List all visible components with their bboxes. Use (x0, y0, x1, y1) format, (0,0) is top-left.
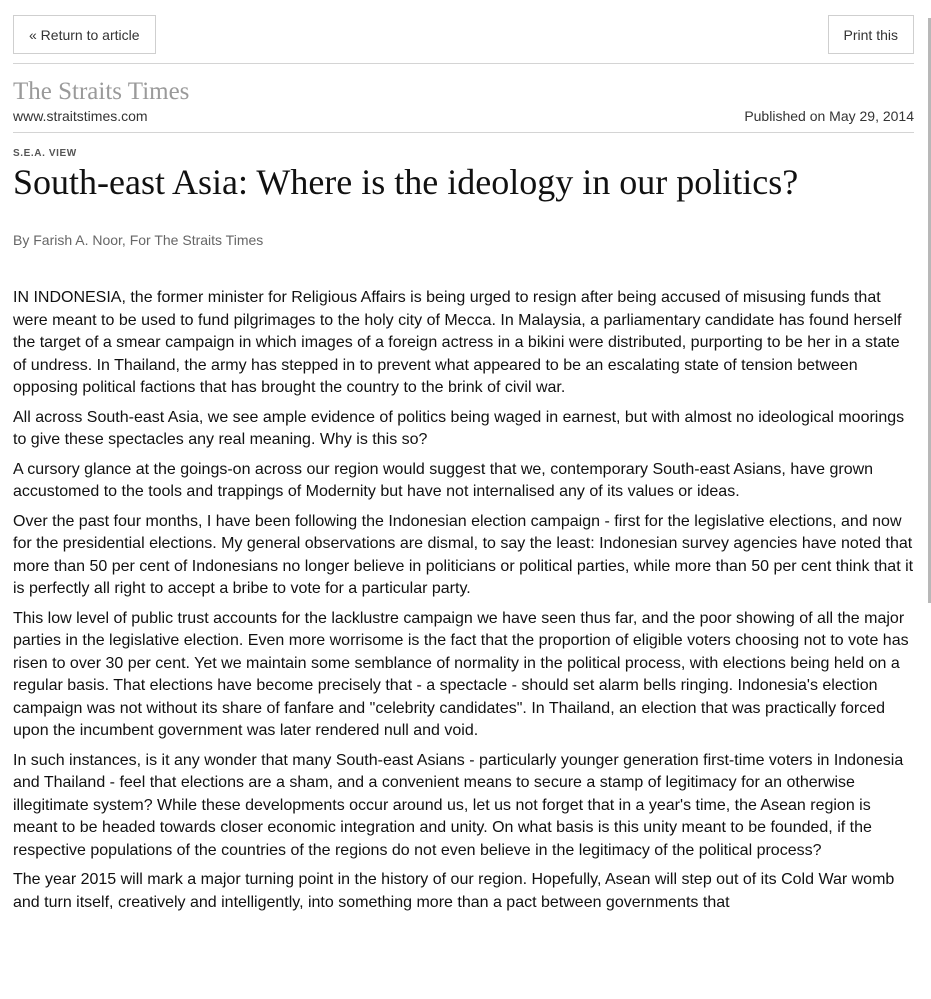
article-paragraph: The year 2015 will mark a major turning point in the history of our region. Hopefully, Asean will step out of its Cold War womb and turn itself, creatively and intelligently, into something more than a pact between governments that (13, 871, 895, 911)
article-paragraph: Over the past four months, I have been following the Indonesian election campaign - first for the legislative elections, and now for the presidential elections. My general observations are dismal, to say the least: Indonesian survey agencies have noted that more than 50 per cent of Indonesians no longer believe in politicians or political parties, while more than 50 per cent think that it is perfectly all right to accept a bribe to vote for a particular party. (13, 512, 914, 597)
article-byline: By Farish A. Noor, For The Straits Times (13, 232, 264, 248)
published-date: Published on May 29, 2014 (744, 108, 914, 124)
article-paragraph: A cursory glance at the goings-on across our region would suggest that we, contemporary South-east Asians, have grown accustomed to the tools and trappings of Modernity but have not internalised any of its values or ideas. (13, 460, 874, 500)
section-label: S.E.A. VIEW (13, 148, 77, 159)
divider (13, 132, 914, 133)
article-paragraph: All across South-east Asia, we see ample evidence of politics being waged in earnest, but with almost no ideological moorings to give these spectacles any real meaning. Why is this so? (13, 408, 905, 448)
article-paragraph: This low level of public trust accounts for the lacklustre campaign we have seen thus far, and the poor showing of all the major parties in the legislative election. Even more worrisome is the fact that the proportion of eligible voters choosing not to vote has risen to over 30 per cent. Yet we maintain some semblance of normality in the political process, with elections being held on a regular basis. That elections have become precisely that - a spectacle - should set alarm bells ringing. Indonesia's election campaign was not without its share of fanfare and "celebrity candidates". In Thailand, an election that was practically forced upon the incumbent government was later rendered null and void. (13, 609, 909, 739)
article-headline: South-east Asia: Where is the ideology in our politics? (13, 162, 799, 202)
divider (13, 63, 914, 64)
top-toolbar (13, 15, 914, 54)
publication-title: The Straits Times (13, 78, 190, 105)
publication-url: www.straitstimes.com (13, 108, 148, 124)
article-paragraph: IN INDONESIA, the former minister for Religious Affairs is being urged to resign after being accused of misusing funds that were meant to be used to fund pilgrimages to the holy city of Mecca. In Malaysia, a parliamentary candidate has found herself the target of a smear campaign in which images of a foreign actress in a bikini were distributed, purporting to be her in a state of undress. In Thailand, the army has stepped in to prevent what appeared to be an escalating state of tension between opposing political factions that has brought the country to the brink of civil war. (13, 289, 902, 396)
return-to-article-button[interactable]: « Return to article (13, 15, 156, 54)
print-page (13, 0, 914, 914)
print-button[interactable]: Print this (828, 15, 914, 54)
masthead-meta (13, 108, 914, 132)
article-paragraph: In such instances, is it any wonder that many South-east Asians - particularly younger generation first-time voters in Indonesia and Thailand - feel that elections are a sham, and a convenient means to secure a stamp of legitimacy for an otherwise illegitimate system? While these developments occur around us, let us not forget that in a year's time, the Asean region is meant to be headed towards closer economic integration and unity. On what basis is this unity meant to be founded, if the respective populations of the countries of the regions do not even believe in the legitimacy of the political process? (13, 751, 904, 859)
article-body (13, 287, 914, 914)
